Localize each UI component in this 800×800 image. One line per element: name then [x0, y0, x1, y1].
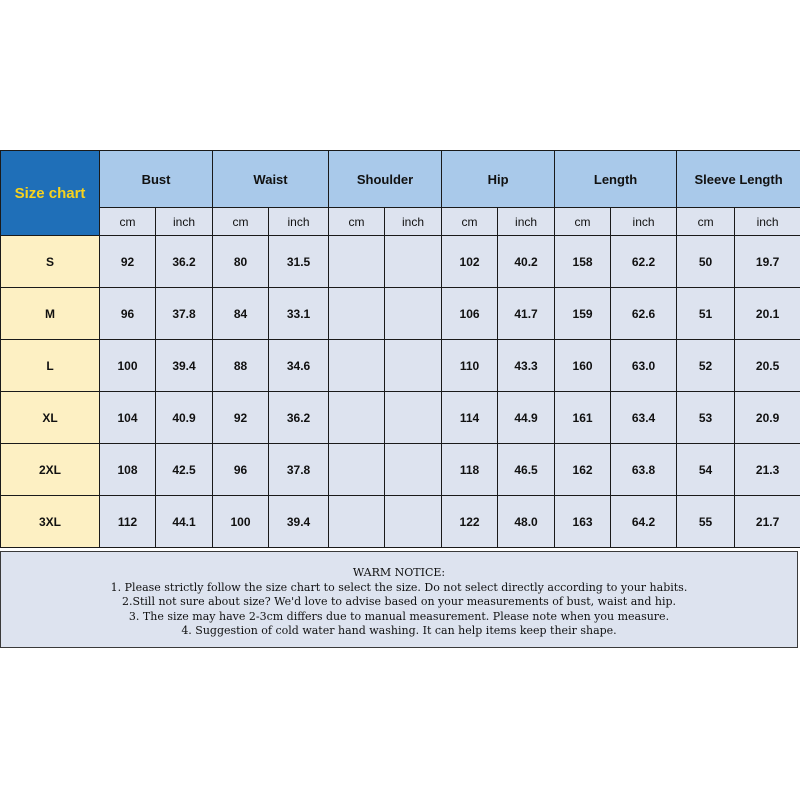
table-cell: 31.5	[269, 236, 329, 288]
table-cell: 92	[100, 236, 156, 288]
table-cell: 39.4	[156, 340, 213, 392]
unit-header: inch	[156, 208, 213, 236]
table-cell	[329, 496, 385, 548]
size-label: 3XL	[1, 496, 100, 548]
size-label: XL	[1, 392, 100, 444]
table-cell: 44.9	[498, 392, 555, 444]
table-cell: 92	[213, 392, 269, 444]
table-cell: 44.1	[156, 496, 213, 548]
table-cell: 37.8	[156, 288, 213, 340]
table-cell	[385, 340, 442, 392]
measurement-header: Length	[555, 151, 677, 208]
size-label: M	[1, 288, 100, 340]
table-cell: 36.2	[156, 236, 213, 288]
table-cell: 122	[442, 496, 498, 548]
table-cell: 160	[555, 340, 611, 392]
measurement-header: Sleeve Length	[677, 151, 800, 208]
table-cell: 40.9	[156, 392, 213, 444]
table-cell: 50	[677, 236, 735, 288]
size-label: S	[1, 236, 100, 288]
table-cell: 63.4	[611, 392, 677, 444]
table-cell: 51	[677, 288, 735, 340]
table-cell	[329, 340, 385, 392]
table-cell: 63.0	[611, 340, 677, 392]
warm-notice	[0, 551, 798, 648]
table-cell: 48.0	[498, 496, 555, 548]
unit-header: cm	[442, 208, 498, 236]
notice-line-1: 1. Please strictly follow the size chart to select the size. Do not select directly according to your habits.	[110, 580, 688, 594]
unit-header: inch	[269, 208, 329, 236]
table-cell: 106	[442, 288, 498, 340]
table-cell: 39.4	[269, 496, 329, 548]
table-cell: 110	[442, 340, 498, 392]
table-cell: 102	[442, 236, 498, 288]
table-cell: 20.9	[735, 392, 800, 444]
table-row	[1, 236, 800, 288]
table-row	[1, 444, 800, 496]
table-cell: 42.5	[156, 444, 213, 496]
notice-title: WARM NOTICE:	[352, 566, 446, 579]
table-cell: 19.7	[735, 236, 800, 288]
table-cell: 63.8	[611, 444, 677, 496]
unit-header: cm	[677, 208, 735, 236]
table-row	[1, 288, 800, 340]
measurement-header: Hip	[442, 151, 555, 208]
size-label: L	[1, 340, 100, 392]
size-chart-label: Size chart	[1, 151, 100, 236]
table-cell	[329, 392, 385, 444]
unit-header: cm	[100, 208, 156, 236]
table-cell: 21.7	[735, 496, 800, 548]
table-row	[1, 496, 800, 548]
table-cell: 64.2	[611, 496, 677, 548]
table-cell: 158	[555, 236, 611, 288]
size-chart-table	[0, 150, 800, 548]
table-cell: 52	[677, 340, 735, 392]
unit-header: inch	[735, 208, 800, 236]
unit-header: inch	[498, 208, 555, 236]
table-cell: 118	[442, 444, 498, 496]
table-cell: 80	[213, 236, 269, 288]
table-cell: 40.2	[498, 236, 555, 288]
table-cell: 96	[213, 444, 269, 496]
size-chart	[0, 150, 800, 548]
notice-line-4: 4. Suggestion of cold water hand washing. It can help items keep their shape.	[181, 624, 617, 637]
table-cell: 84	[213, 288, 269, 340]
table-cell: 21.3	[735, 444, 800, 496]
table-cell: 88	[213, 340, 269, 392]
table-cell	[385, 288, 442, 340]
unit-header: inch	[611, 208, 677, 236]
table-cell	[385, 236, 442, 288]
table-cell	[385, 496, 442, 548]
unit-header: inch	[385, 208, 442, 236]
measurement-header: Bust	[100, 151, 213, 208]
unit-header: cm	[213, 208, 269, 236]
table-cell	[329, 288, 385, 340]
table-row	[1, 392, 800, 444]
table-cell: 100	[213, 496, 269, 548]
table-cell	[385, 444, 442, 496]
table-cell: 46.5	[498, 444, 555, 496]
table-row	[1, 340, 800, 392]
table-cell: 20.1	[735, 288, 800, 340]
table-cell: 36.2	[269, 392, 329, 444]
table-cell	[329, 236, 385, 288]
table-cell: 62.2	[611, 236, 677, 288]
table-cell: 96	[100, 288, 156, 340]
table-cell: 37.8	[269, 444, 329, 496]
table-cell: 41.7	[498, 288, 555, 340]
table-cell	[385, 392, 442, 444]
size-label: 2XL	[1, 444, 100, 496]
table-cell: 108	[100, 444, 156, 496]
unit-header: cm	[329, 208, 385, 236]
table-cell: 34.6	[269, 340, 329, 392]
measurement-header: Shoulder	[329, 151, 442, 208]
table-cell: 33.1	[269, 288, 329, 340]
table-cell: 62.6	[611, 288, 677, 340]
table-cell: 54	[677, 444, 735, 496]
table-cell: 114	[442, 392, 498, 444]
table-cell: 161	[555, 392, 611, 444]
table-cell: 53	[677, 392, 735, 444]
notice-line-3: 3. The size may have 2-3cm differs due to manual measurement. Please note when you measure.	[128, 609, 670, 623]
table-cell: 20.5	[735, 340, 800, 392]
table-cell: 100	[100, 340, 156, 392]
table-cell: 159	[555, 288, 611, 340]
notice-line-2: 2.Still not sure about size? We'd love to advise based on your measurements of bust, waist and hip.	[121, 595, 677, 608]
unit-header: cm	[555, 208, 611, 236]
table-cell: 162	[555, 444, 611, 496]
measurement-header: Waist	[213, 151, 329, 208]
table-cell	[329, 444, 385, 496]
table-cell: 55	[677, 496, 735, 548]
table-cell: 104	[100, 392, 156, 444]
table-cell: 112	[100, 496, 156, 548]
table-cell: 43.3	[498, 340, 555, 392]
table-cell: 163	[555, 496, 611, 548]
